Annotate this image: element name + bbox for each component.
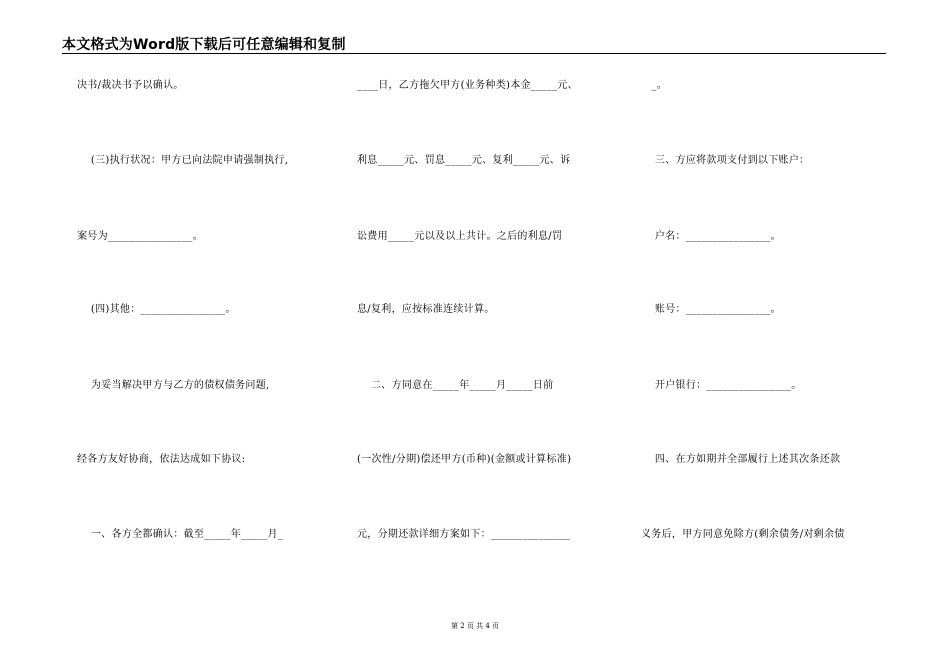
right-column-line: 义务后，甲方同意免除方(剩余债务/对剩余债 xyxy=(641,529,845,540)
middle-column-line: 利息_____元、罚息_____元、复利_____元、诉 xyxy=(357,155,571,166)
left-column-line: (三)执行状况：甲方已向法院申请强制执行, xyxy=(77,155,289,166)
left-column-line: (四)其他：________________。 xyxy=(77,304,236,315)
left-column-line: 为妥当解决甲方与乙方的债权债务问题, xyxy=(77,380,270,391)
middle-column-line: 息/复利，应按标准连续计算。 xyxy=(357,304,495,315)
left-column-line: 一、各方全都确认：截至_____年_____月_ xyxy=(77,529,284,540)
right-column-line: 四、在方如期并全部履行上述其次条还款 xyxy=(641,454,841,465)
right-column-line: 户名：________________。 xyxy=(641,231,781,242)
right-column-line: _。 xyxy=(641,80,668,91)
page-number: 第 2 页 共 4 页 xyxy=(450,622,500,630)
left-column-line: 经各方友好协商，依法达成如下协议: xyxy=(77,454,246,465)
middle-column-line: 讼费用_____元以及以上共计。之后的利息/罚 xyxy=(357,231,563,242)
middle-column-line: 二、方同意在_____年_____月_____日前 xyxy=(357,380,554,391)
middle-column-line: ____日，乙方拖欠甲方(业务种类)本金_____元、 xyxy=(357,80,578,91)
header-divider xyxy=(62,53,886,54)
left-column-line: 决书/裁决书予以确认。 xyxy=(77,80,184,91)
right-column-line: 三、方应将款项支付到以下账户： xyxy=(641,155,810,166)
right-column-line: 开户银行：________________。 xyxy=(641,380,802,391)
right-column-line: 账号：________________。 xyxy=(641,304,781,315)
middle-column-line: (一次性/分期)偿还甲方(币种)(金额或计算标准) xyxy=(357,454,572,465)
left-column-line: 案号为________________。 xyxy=(77,231,203,242)
middle-column-line: 元，分期还款详细方案如下：_______________ xyxy=(357,529,571,540)
document-header-title: 本文格式为Word版下载后可任意编辑和复制 xyxy=(62,37,346,53)
